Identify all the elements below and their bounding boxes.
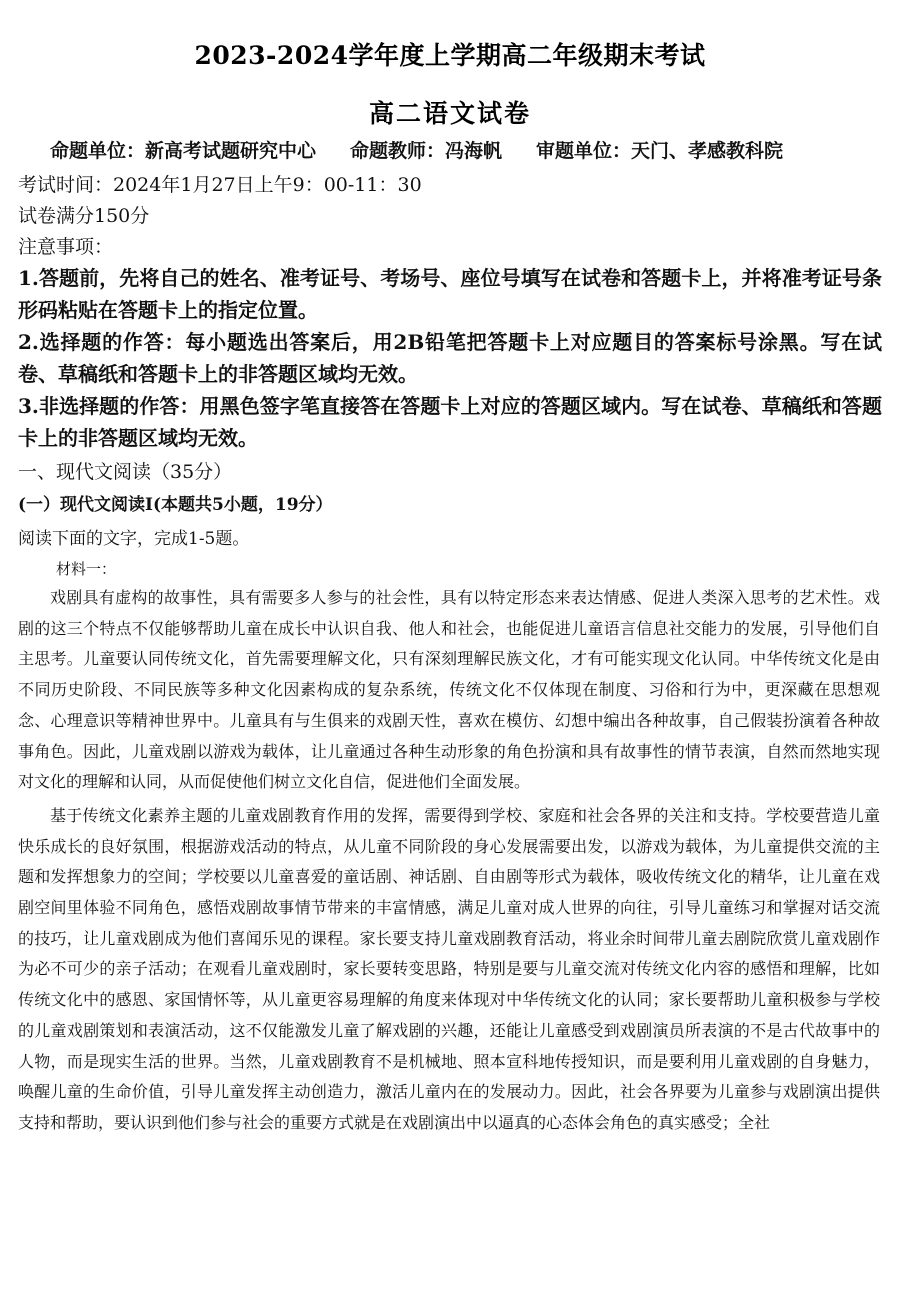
material-text (18, 583, 880, 1139)
exam-time: 考试时间：2024年1月27日上午9：00-11：30 (18, 174, 422, 196)
note-item-3: 3.非选择题的作答：用黑色签字笔直接答在答题卡上对应的答题区域内。写在试卷、草稿纸和答题卡上的非答题区域均无效。 (18, 394, 882, 450)
exam-credits (50, 136, 880, 163)
material-label: 材料一： (56, 560, 117, 578)
section-subheading: (一）现代文阅读Ⅰ(本题共5小题，19分） (18, 495, 333, 515)
paper-title: 高二语文试卷 (368, 99, 531, 128)
note-item-1: 1.答题前，先将自己的姓名、准考证号、考场号、座位号填写在试卷和答题卡上，并将准考证号条形码粘贴在答题卡上的指定位置。 (18, 266, 882, 322)
notes-heading: 注意事项： (18, 236, 114, 258)
setter-unit: 命题单位：新高考试题研究中心 (50, 140, 317, 162)
material-paragraph: 基于传统文化素养主题的儿童戏剧教育作用的发挥，需要得到学校、家庭和社会各界的关注和支持。学校要营造儿童快乐成长的良好氛围，根据游戏活动的特点，从儿童不同阶段的身心发展需要出发，以游戏为载体，为儿童提供交流的主题和发挥想象力的空间；学校要以儿童喜爱的童话剧、神话剧、自由剧等形式为载体，吸收传统文化的精华，让儿童在戏剧空间里体验不同角色，感悟戏剧故事情节带来的丰富情感，满足儿童对成人世界的向往，引导儿童练习和掌握对话交流的技巧，让儿童戏剧成为他们喜闻乐见的课程。家长要支持儿童戏剧教育活动，将业余时间带儿童去剧院欣赏儿童戏剧作为必不可少的亲子活动；在观看儿童戏剧时，家长要转变思路，特别是要与儿童交流对传统文化内容的感悟和理解，比如传统文化中的感恩、家国情怀等，从儿童更容易理解的角度来体现对中华传统文化的认同；家长要帮助儿童积极参与学校的儿童戏剧策划和表演活动，这不仅能激发儿童了解戏剧的兴趣，还能让儿童感受到戏剧演员所表演的不是古代故事中的人物，而是现实生活的世界。当然，儿童戏剧教育不是机械地、照本宣科地传授知识，而是要利用儿童戏剧的自身魅力，唤醒儿童的生命价值，引导儿童发挥主动创造力，激活儿童内在的发展动力。因此，社会各界要为儿童参与戏剧演出提供支持和帮助，要认识到他们参与社会的重要方式就是在戏剧演出中以逼真的心态体会角色的真实感受；全社 (18, 805, 880, 1132)
reading-instruction: 阅读下面的文字，完成1-5题。 (18, 529, 250, 549)
section-heading: 一、现代文阅读（35分） (18, 461, 233, 483)
full-score: 试卷满分150分 (18, 205, 150, 227)
exam-title: 2023-2024学年度上学期高二年级期末考试 (194, 41, 706, 70)
review-unit: 审题单位：天门、孝感教科院 (536, 140, 784, 162)
note-item-2: 2.选择题的作答：每小题选出答案后，用2B铅笔把答题卡上对应题目的答案标号涂黑。写在试卷、草稿纸和答题卡上的非答题区域均无效。 (18, 330, 882, 386)
setter-teacher: 命题教师：冯海帆 (350, 140, 503, 162)
material-paragraph: 戏剧具有虚构的故事性，具有需要多人参与的社会性，具有以特定形态来表达情感、促进人类深入思考的艺术性。戏剧的这三个特点不仅能够帮助儿童在成长中认识自我、他人和社会，也能促进儿童语言信息社交能力的发展，引导他们自主思考。儿童要认同传统文化，首先需要理解文化，只有深刻理解民族文化，才有可能实现文化认同。中华传统文化是由不同历史阶段、不同民族等多种文化因素构成的复杂系统，传统文化不仅体现在制度、习俗和行为中，更深藏在思想观念、心理意识等精神世界中。儿童具有与生俱来的戏剧天性，喜欢在模仿、幻想中编出各种故事，自己假装扮演着各种故事角色。因此，儿童戏剧以游戏为载体，让儿童通过各种生动形象的角色扮演和具有故事性的情节表演，自然而然地实现对文化的理解和认同，从而促使他们树立文化自信，促进他们全面发展。 (18, 588, 880, 792)
